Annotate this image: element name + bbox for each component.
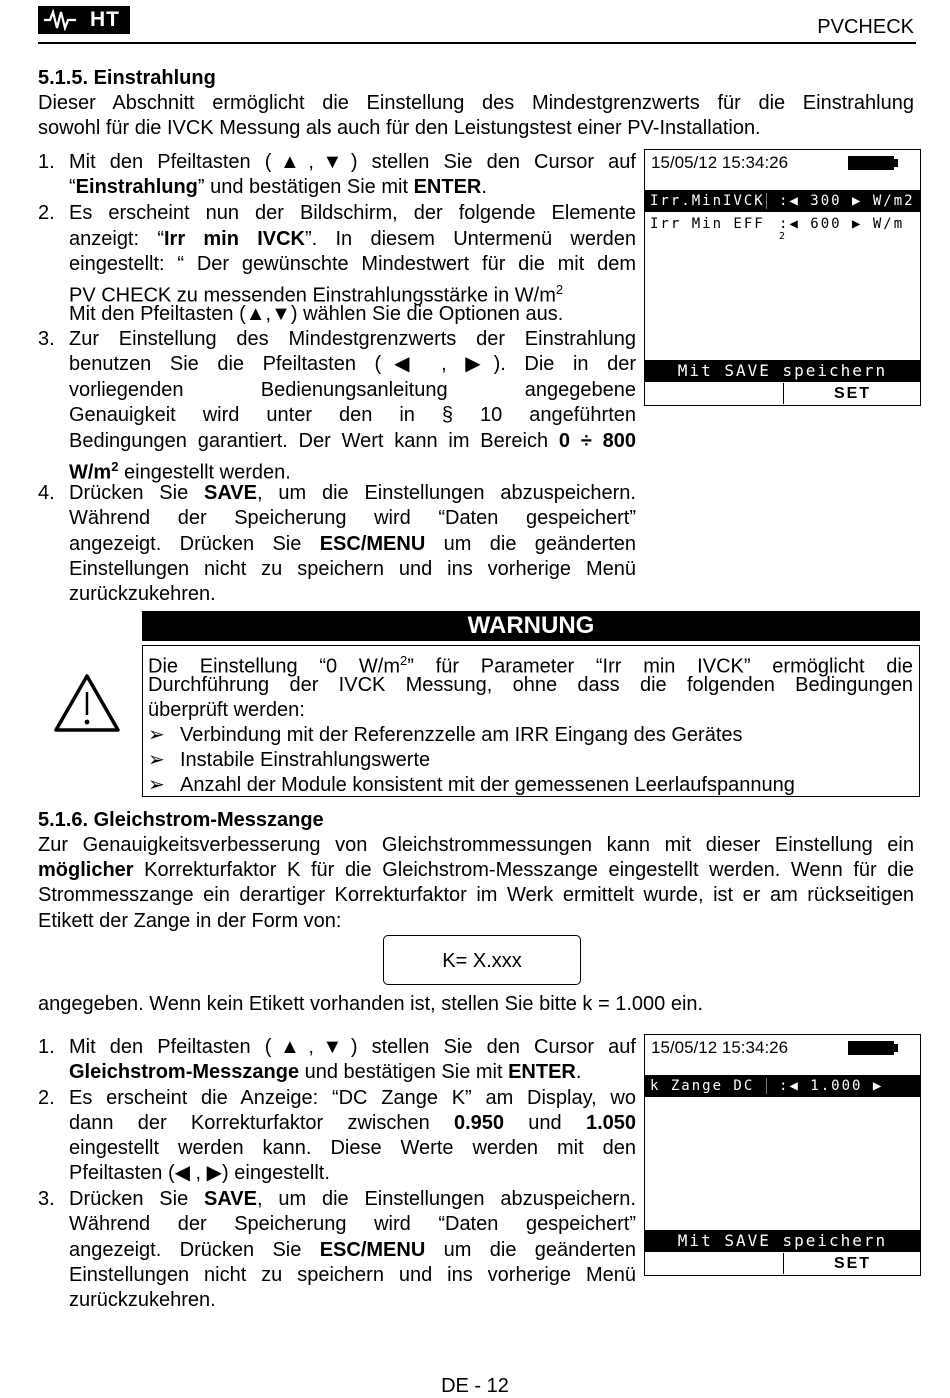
- softkey-row: [645, 1253, 920, 1274]
- list-item-text: Einstellungen nicht zu speichern und ins vorherige Menü: [69, 558, 636, 580]
- list-item-text: angezeigt. Drücken Sie ESC/MENU um die geänderten: [69, 533, 637, 555]
- list-item-text: eingestellt werden kann. Diese Werte werden mit den: [69, 1137, 636, 1159]
- list-item-text: Genauigkeit wird unter den in § 10 angeführten: [69, 404, 636, 426]
- bullet-arrow-icon: ➢: [148, 749, 165, 771]
- list-item-text: Drücken Sie SAVE, um die Einstellungen abzuspeichern.: [69, 482, 636, 504]
- row-value: :◀ 1.000 ▶: [779, 1078, 884, 1094]
- list-item-text: “Einstrahlung” und bestätigen Sie mit ENTER.: [69, 176, 487, 198]
- list-number: 2.: [38, 202, 55, 224]
- screen-row-irr-min-eff[interactable]: [645, 213, 920, 242]
- list-item-text: Bedingungen garantiert. Der Wert kann im Bereich 0 ÷ 800: [69, 430, 636, 452]
- list-item-text: Mit den Pfeiltasten (▲,▼) stellen Sie den Cursor auf: [69, 1036, 636, 1058]
- list-item-text: Gleichstrom-Messzange und bestätigen Sie mit ENTER.: [69, 1061, 582, 1083]
- list-item-text: anzeigt: “Irr min IVCK”. In diesem Untermenü werden: [69, 228, 636, 250]
- list-item-text: Mit den Pfeiltasten (▲,▼) stellen Sie den Cursor auf: [69, 151, 636, 173]
- list-item-text: zurückzukehren.: [69, 583, 216, 605]
- row-label: Irr Min EFF: [650, 216, 765, 232]
- list-number: 1.: [38, 1036, 55, 1058]
- list-item-text: zurückzukehren.: [69, 1289, 216, 1311]
- screen-datetime: 15/05/12 15:34:26: [651, 1038, 789, 1057]
- section-paragraph-line: Zur Genauigkeitsverbesserung von Gleichstrommessungen kann mit dieser Einstellung ein: [38, 834, 914, 856]
- page-number: DE - 12: [441, 1375, 509, 1397]
- list-number: 1.: [38, 151, 55, 173]
- row-label: Irr.MinIVCK: [650, 193, 765, 209]
- section-intro-line-2: sowohl für die IVCK Messung als auch für den Leistungstest einer PV-Installation.: [38, 117, 761, 139]
- screen-row-k-zange-dc[interactable]: [645, 1075, 920, 1097]
- list-number: 3.: [38, 328, 55, 350]
- list-item-text: Es erscheint nun der Bildschirm, der folgende Elemente: [69, 202, 636, 224]
- warning-bullet: Instabile Einstrahlungswerte: [180, 749, 431, 771]
- row-value: :◀ 600 ▶ W/m: [779, 216, 905, 232]
- row-value-superscript: 2: [779, 231, 786, 242]
- warning-bullet: Verbindung mit der Referenzzelle am IRR Eingang des Gerätes: [180, 724, 743, 746]
- list-item-text: Einstellungen nicht zu speichern und ins vorherige Menü: [69, 1264, 636, 1286]
- list-item-text: $W/m^2$ eingestellt werden.: [69, 459, 291, 484]
- warning-title: WARNUNG: [142, 611, 920, 641]
- list-item-text: Mit den Pfeiltasten (▲,▼) wählen Sie die Optionen aus.: [69, 303, 564, 325]
- bullet-arrow-icon: ➢: [148, 724, 165, 746]
- list-number: 2.: [38, 1087, 55, 1109]
- bullet-arrow-icon: ➢: [148, 774, 165, 796]
- header-divider: [38, 42, 916, 44]
- set-softkey[interactable]: SET: [783, 1253, 921, 1274]
- section-paragraph-line: angegeben. Wenn kein Etikett vorhanden ist, stellen Sie bitte k = 1.000 ein.: [38, 993, 704, 1015]
- battery-tip-icon: [894, 159, 898, 167]
- row-separator: [766, 193, 767, 209]
- header-title: PVCHECK: [817, 16, 914, 38]
- row-label: k Zange DC: [650, 1078, 755, 1094]
- device-screen-einstrahlung: [644, 149, 921, 406]
- section-intro-line-1: Dieser Abschnitt ermöglicht die Einstellung des Mindestgrenzwerts für die Einstrahlung: [38, 92, 914, 114]
- logo-text: HT: [90, 8, 120, 31]
- list-item-text: Zur Einstellung des Mindestgrenzwerts der Einstrahlung: [69, 328, 636, 350]
- list-item-text: dann der Korrekturfaktor zwischen 0.950 und 1.050: [69, 1112, 637, 1134]
- list-item-text: vorliegenden Bedienungsanleitung angegebene: [69, 379, 636, 401]
- softkey-row: [645, 383, 920, 404]
- list-item-text: benutzen Sie die Pfeiltasten (◀ , ▶). Die in der: [69, 353, 636, 375]
- warning-text-line: Durchführung der IVCK Messung, ohne dass die folgenden Bedingungen: [148, 674, 913, 696]
- row-separator: [766, 1078, 767, 1094]
- section-paragraph-line: möglicher Korrekturfaktor K für die Gleichstrom-Messzange eingestellt werden. Wenn für die: [38, 859, 914, 881]
- list-item-text: eingestellt: “ Der gewünschte Mindestwert für die mit dem: [69, 253, 636, 275]
- list-item-text: angezeigt. Drücken Sie ESC/MENU um die geänderten: [69, 1239, 637, 1261]
- section-paragraph-line: Strommesszange ein derartiger Korrekturfaktor im Werk ermittelt wurde, ist er am rückseitigen: [38, 884, 914, 906]
- screen-row-irr-min-ivck[interactable]: [645, 190, 920, 212]
- list-number: 3.: [38, 1188, 55, 1210]
- battery-icon: [848, 1041, 894, 1055]
- set-softkey[interactable]: SET: [783, 383, 921, 404]
- warning-text-line: Die Einstellung “0 $W/m^2$” für Parameter “Irr min IVCK” ermöglicht die: [148, 653, 913, 678]
- list-item-text: Es erscheint die Anzeige: “DC Zange K” am Display, wo: [69, 1087, 636, 1109]
- row-value: :◀ 300 ▶ W/m2: [779, 193, 915, 209]
- warning-triangle-icon: [52, 672, 122, 734]
- warning-bullet: Anzahl der Module konsistent mit der gemessenen Leerlaufspannung: [180, 774, 795, 796]
- warning-text-line: überprüft werden:: [148, 699, 305, 721]
- list-item-text: Drücken Sie SAVE, um die Einstellungen abzuspeichern.: [69, 1188, 636, 1210]
- screen-datetime: 15/05/12 15:34:26: [651, 153, 789, 172]
- k-factor-label-box: K= X.xxx: [383, 935, 581, 985]
- list-item-text: Während der Speicherung wird “Daten gespeichert”: [69, 1213, 636, 1235]
- section-paragraph-line: Etikett der Zange in der Form von:: [38, 910, 342, 932]
- list-number: 4.: [38, 482, 55, 504]
- save-prompt-bar: Mit SAVE speichern: [645, 1230, 920, 1252]
- section-heading-einstrahlung: 5.1.5. Einstrahlung: [38, 67, 216, 89]
- list-item-text: PV CHECK zu messenden Einstrahlungsstärke in $W/m^2$: [69, 282, 564, 307]
- battery-tip-icon: [894, 1044, 898, 1052]
- save-prompt-bar: Mit SAVE speichern: [645, 360, 920, 382]
- list-item-text: Pfeiltasten (◀ , ▶) eingestellt.: [69, 1162, 330, 1184]
- battery-icon: [848, 156, 894, 170]
- list-item-text: Während der Speicherung wird “Daten gespeichert”: [69, 507, 636, 529]
- device-screen-dc-zange: [644, 1034, 921, 1276]
- section-heading-gleichstrom: 5.1.6. Gleichstrom-Messzange: [38, 809, 324, 831]
